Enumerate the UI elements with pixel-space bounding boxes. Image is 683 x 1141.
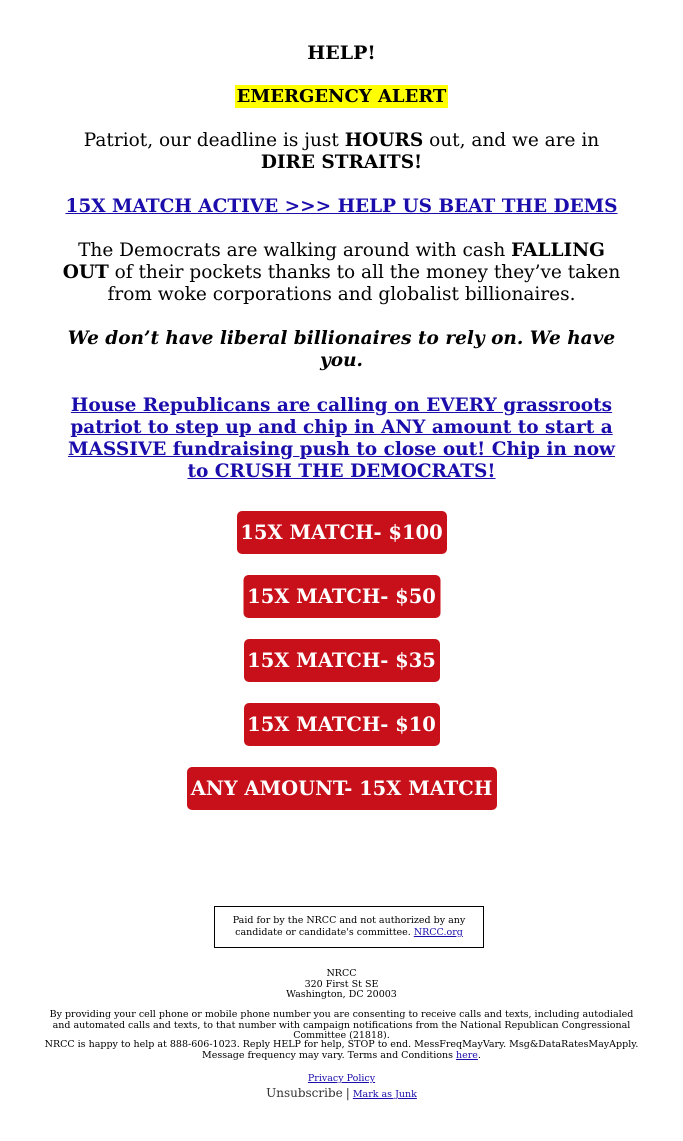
unsubscribe-text[interactable]: Unsubscribe: [266, 1086, 343, 1100]
donate-50-button[interactable]: 15X MATCH- $50: [243, 575, 440, 618]
help-text-body: NRCC is happy to help at 888-606-1023. Reply HELP for help, STOP to end. MessFreqMayVary. Msg&DataRatesMayApply. Message frequency may vary. Terms and Conditions: [44, 1039, 639, 1061]
deadline-text-2: out, and we are in: [423, 130, 600, 151]
donate-35-button[interactable]: 15X MATCH- $35: [244, 639, 440, 682]
privacy-row: [40, 1074, 643, 1085]
nrcc-link[interactable]: NRCC.org: [413, 927, 463, 938]
deadline-dire-straits: DIRE STRAITS!: [260, 152, 423, 173]
unsubscribe-row: [40, 1087, 643, 1101]
match-link-row: [40, 196, 643, 217]
consent-text: By providing your cell phone or mobile phone number you are consenting to receive calls and texts, including autodialed and automated calls and texts, to that number with campaign notifications from the National Republican Congressional Committee (21818).: [49, 1009, 634, 1041]
mailing-address: [40, 969, 643, 1001]
democrats-paragraph: [55, 240, 628, 306]
address-city: Washington, DC 20003: [286, 989, 397, 1000]
help-heading: HELP!: [307, 42, 376, 64]
donate-100-button[interactable]: 15X MATCH- $100: [237, 511, 447, 554]
deadline-hours: HOURS: [344, 130, 424, 151]
donate-any-amount-button[interactable]: ANY AMOUNT- 15X MATCH: [187, 767, 497, 810]
unsubscribe-separator: |: [345, 1086, 350, 1100]
deadline-paragraph: [60, 130, 623, 174]
alert-row: [0, 86, 683, 107]
help-text-period: .: [477, 1049, 481, 1061]
paid-for-text: Paid for by the NRCC and not authorized by any candidate or candidate's committee.: [232, 915, 466, 938]
call-to-action-link[interactable]: House Republicans are calling on EVERY grassroots patriot to step up and chip in ANY amount to start a MASSIVE fundraising push to close out! Chip in now to CRUSH THE DEMOCRATS!: [68, 395, 615, 482]
falling-out-text: FALLING OUT: [62, 240, 605, 283]
deadline-text-1: Patriot, our deadline is just: [83, 130, 345, 151]
donate-10-button[interactable]: 15X MATCH- $10: [244, 703, 440, 746]
address-street: 320 First St SE: [304, 978, 379, 990]
mark-as-junk-link[interactable]: Mark as Junk: [352, 1089, 417, 1100]
billionaires-paragraph: We don’t have liberal billionaires to rely on. We have you.: [67, 328, 616, 371]
democrats-text-2: of their pockets thanks to all the money they’ve taken from woke corporations and globalist billionaires.: [107, 262, 621, 305]
emergency-alert: EMERGENCY ALERT: [236, 86, 447, 107]
paid-for-box: [214, 906, 484, 948]
help-text: [40, 1040, 643, 1061]
match-active-link[interactable]: 15X MATCH ACTIVE >>> HELP US BEAT THE DEMS: [65, 196, 618, 217]
address-org: NRCC: [326, 968, 357, 979]
democrats-text-1: The Democrats are walking around with cash: [78, 240, 512, 261]
privacy-policy-link[interactable]: Privacy Policy: [307, 1073, 376, 1084]
terms-here-link[interactable]: here: [456, 1049, 478, 1061]
call-to-action-row: [55, 395, 628, 483]
